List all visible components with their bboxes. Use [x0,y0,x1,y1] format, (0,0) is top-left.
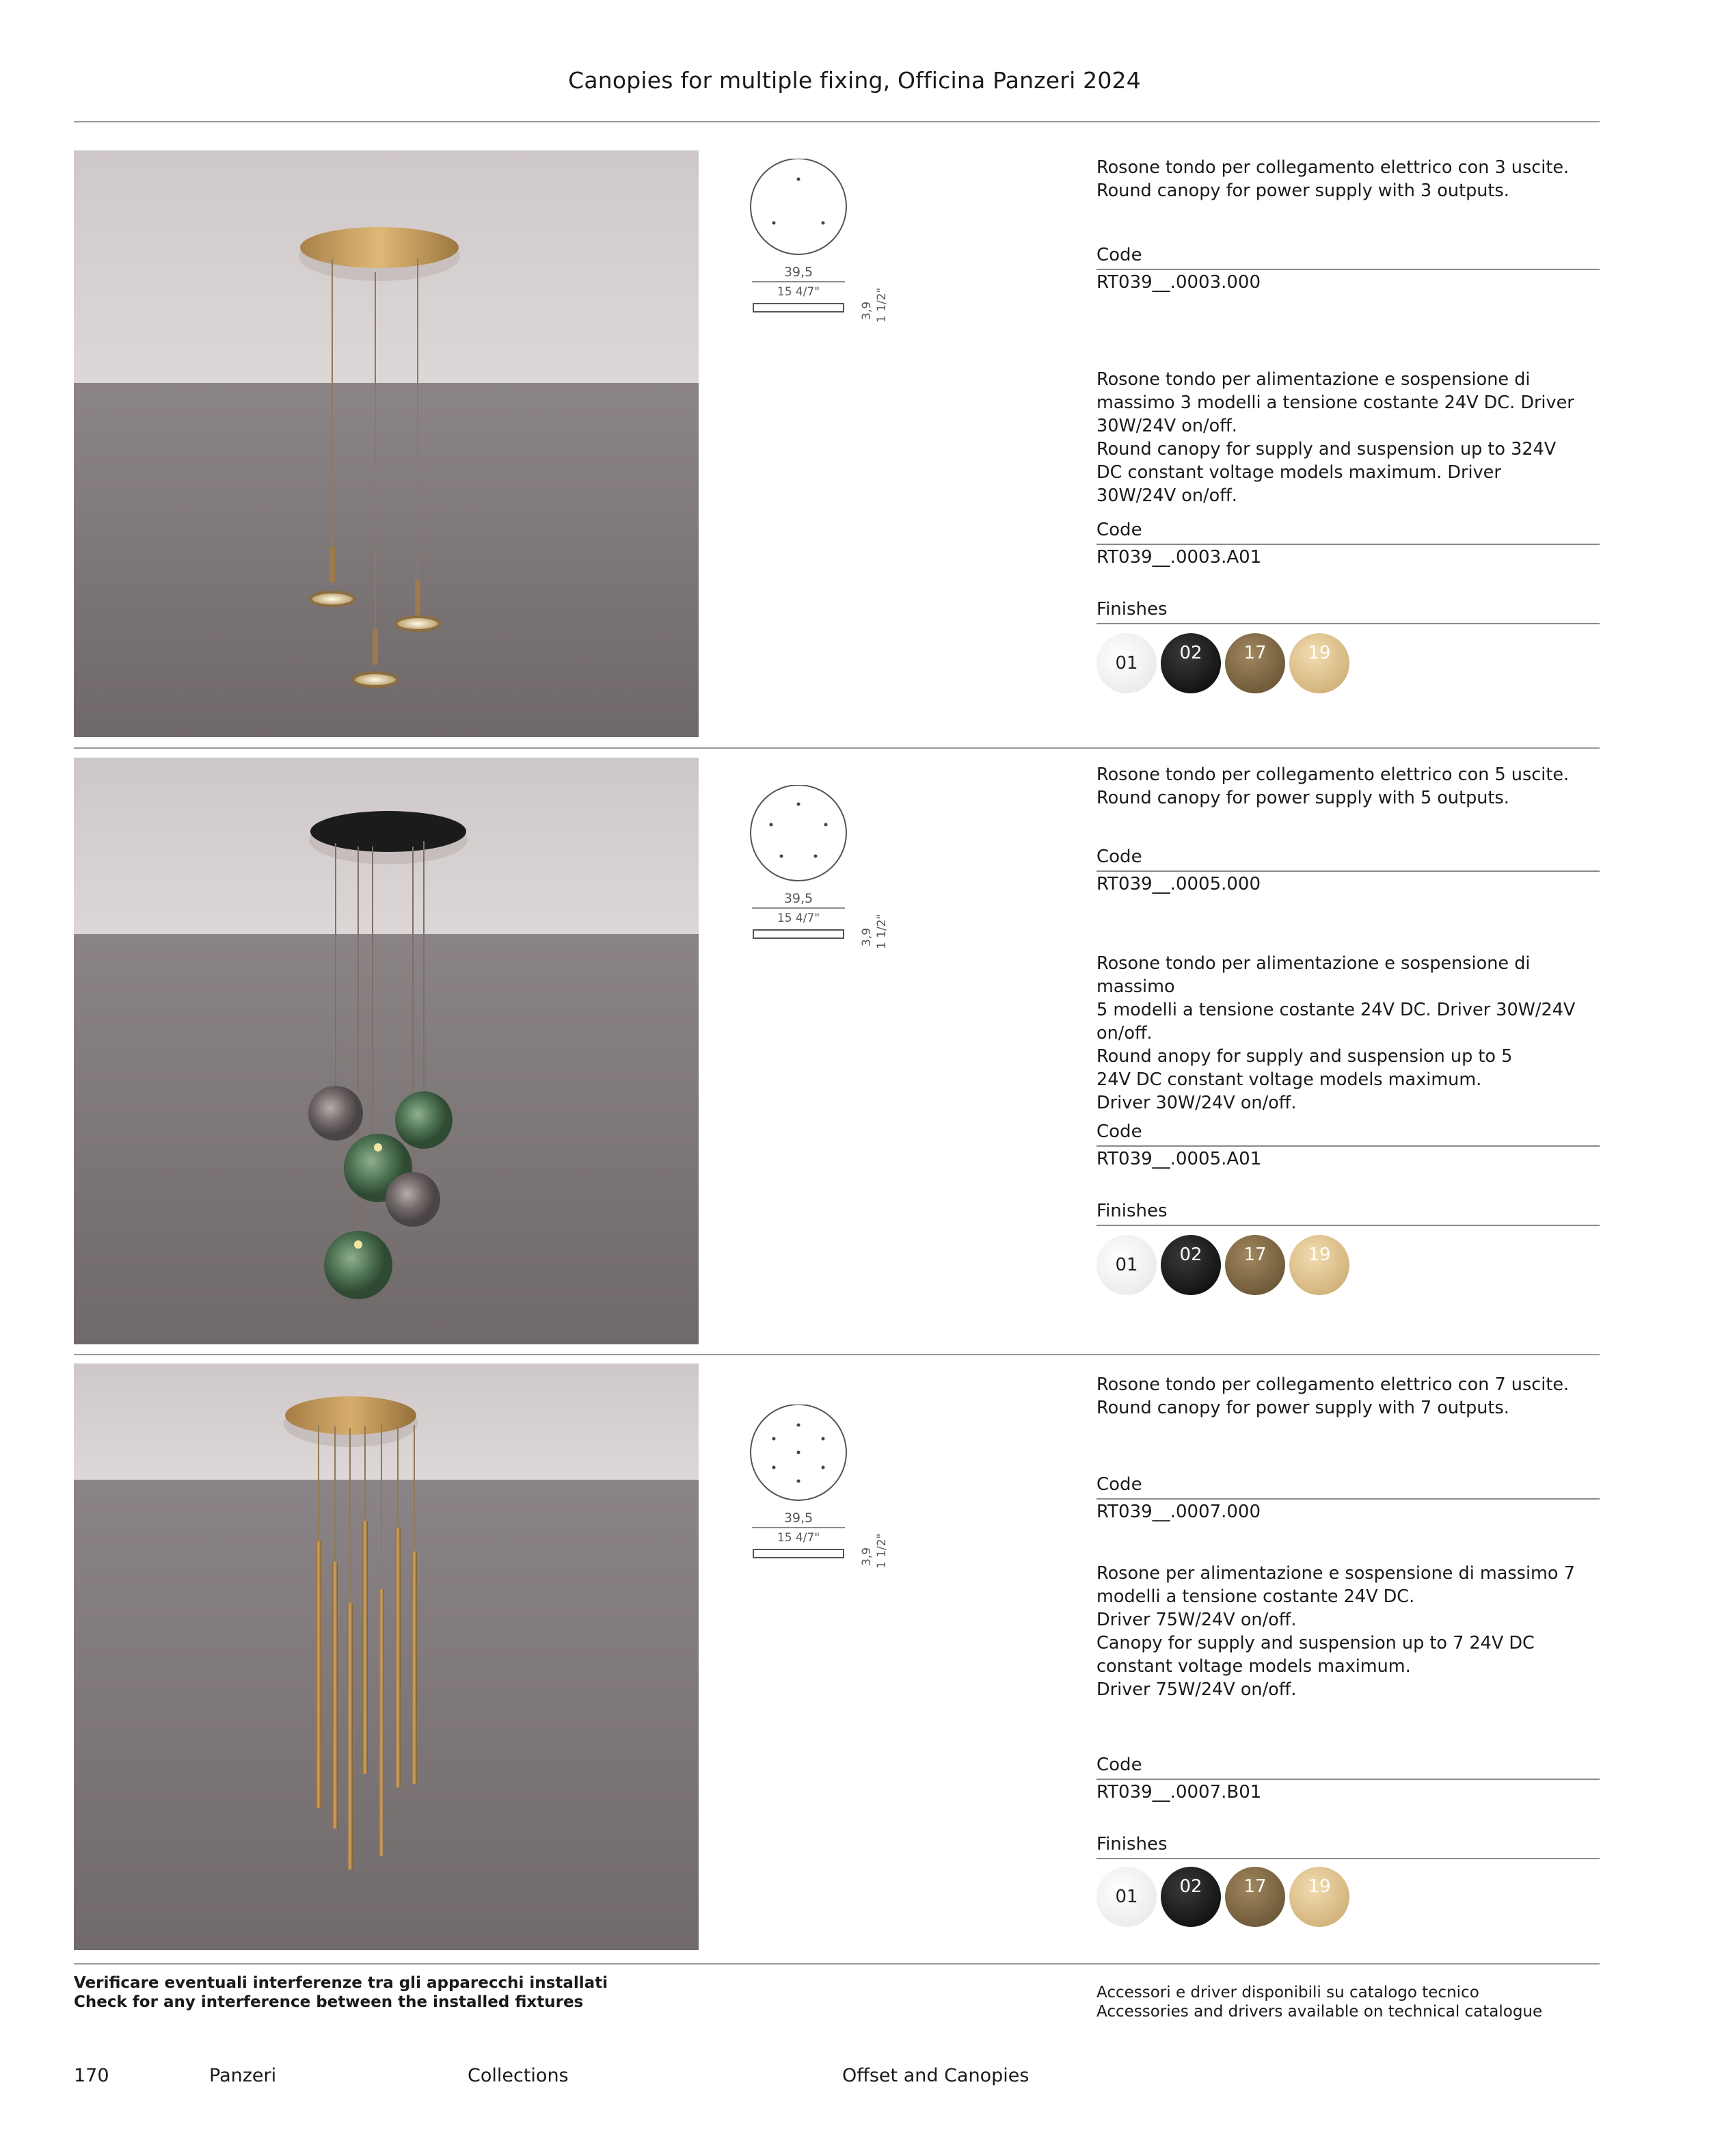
code-label: Code [1096,520,1142,540]
page-title: Canopies for multiple fixing, Officina Panzeri 2024 [568,67,1141,94]
code-divider [1096,544,1600,545]
product-code: RT039__.0003.A01 [1096,547,1262,568]
finishes-label: Finishes [1096,1201,1168,1221]
code-label: Code [1096,1121,1142,1142]
footer-brand: Panzeri [209,2065,277,2086]
technical-drawing-5-outputs [738,785,902,963]
product-code: RT039__.0005.A01 [1096,1149,1262,1169]
finish-swatch-01: 01 [1096,1235,1157,1295]
finishes-divider [1096,1858,1600,1859]
footer-chapter: Offset and Canopies [842,2065,1030,2086]
diameter-in-label: 15 4/7" [777,1531,820,1545]
product-photo-7-outputs [74,1363,699,1950]
height-in-label: 1 1/2" [875,287,889,323]
section-divider [74,1963,1600,1965]
section-divider [74,747,1600,749]
finish-swatch-02: 02 [1161,1867,1221,1927]
code-divider [1096,1145,1600,1147]
finishes-label: Finishes [1096,599,1168,620]
product-photo-5-outputs [74,758,699,1344]
diameter-in-label: 15 4/7" [777,285,820,299]
code-label: Code [1096,847,1142,867]
description-power-supply: Rosone tondo per collegamento elettrico con 5 uscite. Round canopy for power supply with 5 outputs. [1096,764,1570,808]
technical-drawing-3-outputs [738,159,902,336]
header-divider [74,121,1600,122]
height-cm-label: 3,9 [860,301,874,320]
product-code: RT039__.0007.B01 [1096,1782,1262,1802]
finish-swatch-19: 19 [1289,633,1349,693]
finishes-label: Finishes [1096,1834,1168,1854]
finish-swatch-17: 17 [1225,1235,1285,1295]
description-supply-suspension: Rosone tondo per alimentazione e sospensione di massimo 3 modelli a tensione costante 24V DC. Driver 30W/24V on/off. Round canopy for supply and suspension up to 324V DC constant voltage models maximum. Driver 30W/24V on/off. [1096,369,1574,506]
diameter-cm-label: 39,5 [783,891,813,906]
finish-swatch-17: 17 [1225,633,1285,693]
diameter-cm-label: 39,5 [783,265,813,280]
code-label: Code [1096,245,1142,265]
diameter-in-label: 15 4/7" [777,911,820,925]
code-divider [1096,1779,1600,1780]
page-number: 170 [74,2065,109,2086]
accessories-note: Accessori e driver disponibili su catalogo tecnico Accessories and drivers available on technical catalogue [1096,1984,1543,2021]
finish-swatch-19: 19 [1289,1235,1349,1295]
description-supply-suspension: Rosone per alimentazione e sospensione di massimo 7 modelli a tensione costante 24V DC. Driver 75W/24V on/off. Canopy for supply and suspension up to 7 24V DC constant voltage models maximum. Driver 75W/24V on/off. [1096,1563,1575,1700]
height-in-label: 1 1/2" [875,914,889,949]
height-in-label: 1 1/2" [875,1533,889,1569]
code-label: Code [1096,1755,1142,1775]
installation-note: Verificare eventuali interferenze tra gli apparecchi installati Check for any interference between the installed fixtures [74,1974,608,2011]
product-code: RT039__.0005.000 [1096,874,1261,894]
product-code: RT039__.0003.000 [1096,272,1261,293]
finishes-divider [1096,623,1600,624]
finishes-divider [1096,1225,1600,1226]
diameter-cm-label: 39,5 [783,1510,813,1526]
description-power-supply: Rosone tondo per collegamento elettrico con 7 uscite. Round canopy for power supply with 7 outputs. [1096,1374,1570,1418]
description-power-supply: Rosone tondo per collegamento elettrico con 3 uscite. Round canopy for power supply with 3 outputs. [1096,157,1570,201]
finish-swatch-19: 19 [1289,1867,1349,1927]
technical-drawing-7-outputs [738,1405,902,1582]
code-divider [1096,870,1600,872]
code-divider [1096,269,1600,270]
height-cm-label: 3,9 [860,927,874,946]
finish-swatch-02: 02 [1161,1235,1221,1295]
finish-swatch-01: 01 [1096,633,1157,693]
footer-section: Collections [468,2065,569,2086]
code-divider [1096,1498,1600,1500]
section-divider [74,1354,1600,1355]
finish-swatch-01: 01 [1096,1867,1157,1927]
finish-swatch-02: 02 [1161,633,1221,693]
product-photo-3-outputs [74,150,699,737]
finish-swatch-17: 17 [1225,1867,1285,1927]
height-cm-label: 3,9 [860,1547,874,1566]
code-label: Code [1096,1474,1142,1495]
product-code: RT039__.0007.000 [1096,1502,1261,1522]
description-supply-suspension: Rosone tondo per alimentazione e sospensione di massimo 5 modelli a tensione costante 24V DC. Driver 30W/24V on/off. Round anopy for supply and suspension up to 5 24V DC constant voltage models maximum. Driver 30W/24V on/off. [1096,953,1576,1113]
